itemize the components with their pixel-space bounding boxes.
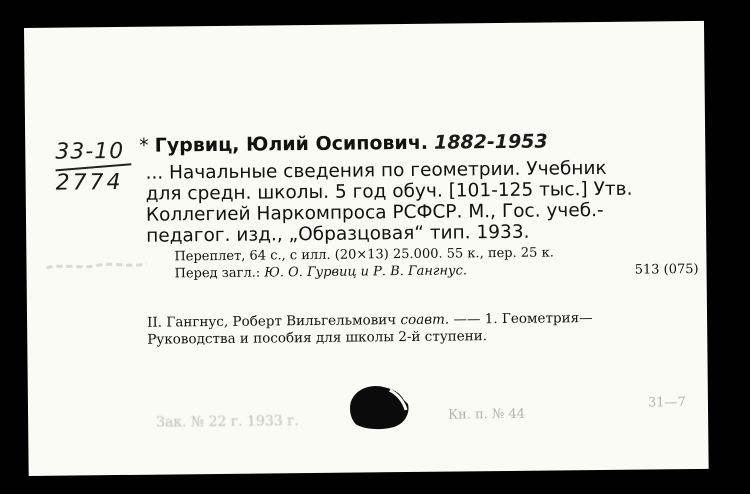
description-line: для средн. школы. 5 год обуч. [101-125 тыс.] Утв. — [145, 178, 633, 205]
authors-note-names: Ю. О. Гурвиц и Р. В. Гангнус. — [264, 263, 468, 281]
tracing-coauthor: II. Гангнус, Роберт Вильгельмович — [147, 312, 397, 331]
entry-marker: * — [139, 134, 149, 157]
classification-number: 513 (075) — [634, 261, 699, 278]
catalog-card — [24, 21, 709, 476]
description-line: ... Начальные сведения по геометрии. Учебник — [145, 157, 607, 184]
author-name: Гурвиц, Юлий Осипович. — [154, 131, 429, 157]
tracings — [147, 309, 707, 349]
author-heading — [139, 129, 709, 157]
title-description — [145, 157, 706, 247]
card-batch-number: 31—7 — [647, 395, 686, 411]
shelfmark-bottom: 2774 — [55, 169, 124, 196]
author-dates: 1882-1953 — [433, 130, 548, 154]
shelfmark — [55, 139, 136, 196]
description-line: Коллегией Наркомпроса РСФСР. М., Гос. учеб.- — [145, 199, 604, 226]
book-chamber-number: Кн. п. № 44 — [447, 406, 526, 423]
library-stamp-icon — [346, 382, 413, 433]
tracing-line: Руководства и пособия для школы 2-й ступени. — [147, 328, 488, 348]
authors-note-prefix: Перед загл.: — [174, 265, 261, 282]
physical-description — [174, 243, 708, 283]
shelfmark-top: 33-10 — [55, 138, 125, 165]
tracing-role: соавт. — [400, 311, 450, 329]
physical-line: Переплет, 64 с., с илл. (20×13) 25.000. 55 к., пер. 25 к. — [174, 245, 554, 265]
description-line: педагог. изд., „Образцовая“ тип. 1933. — [146, 221, 530, 247]
printing-order-note: Зак. № 22 г. 1933 г. — [156, 413, 300, 431]
faded-annotation-mark — [42, 253, 152, 276]
tracing-subject: —— 1. Геометрия— — [453, 310, 593, 328]
